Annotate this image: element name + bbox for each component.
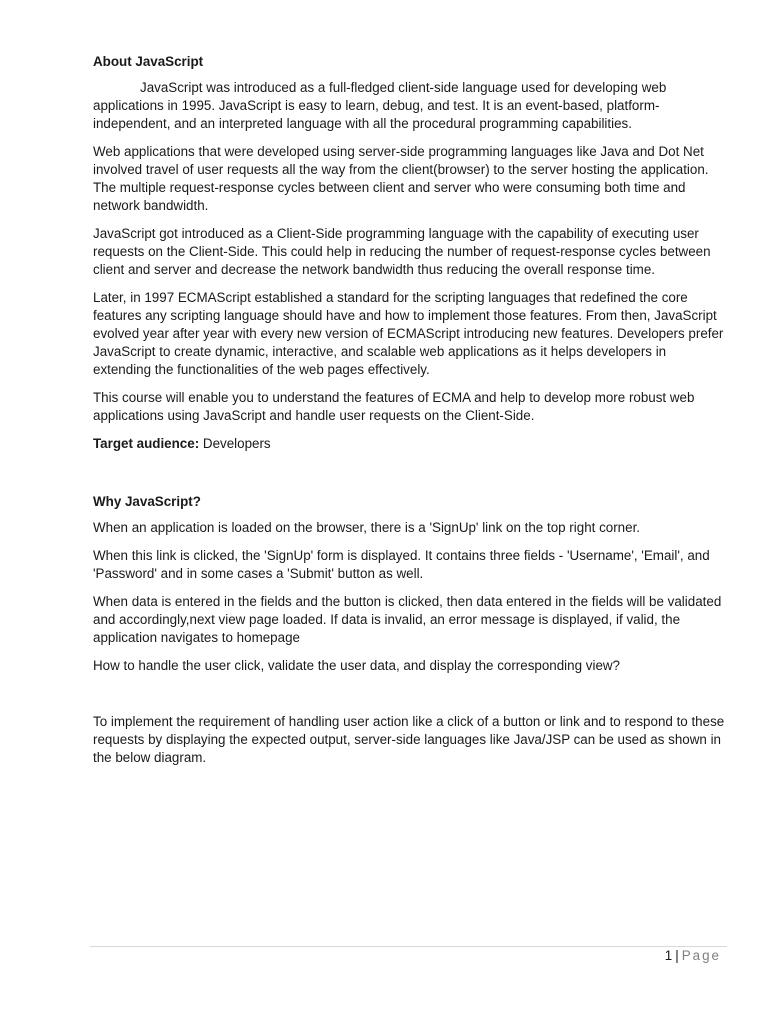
target-audience-label: Target audience: xyxy=(93,436,200,451)
why-paragraph-4: How to handle the user click, validate the user data, and display the corresponding view? xyxy=(93,658,621,673)
about-paragraph-5: This course will enable you to understand the features of ECMA and help to develop more robust web applications using JavaScript and handle user requests on the Client-Side. xyxy=(93,390,695,423)
target-audience-value: Developers xyxy=(199,436,271,451)
document-body xyxy=(93,53,725,777)
why-paragraph-2: When this link is clicked, the 'SignUp' form is displayed. It contains three fields - 'Username', 'Email', and 'Password' and in some cases a 'Submit' button as well. xyxy=(93,548,710,581)
paragraph-spacer xyxy=(93,685,725,713)
why-heading: Why JavaScript? xyxy=(93,494,201,509)
about-paragraph-3: JavaScript got introduced as a Client-Side programming language with the capability of executing user requests on the Client-Side. This could help in reducing the number of request-response cycles between client and server and decrease the network bandwidth thus reducing the overall response time. xyxy=(93,226,711,277)
target-audience xyxy=(93,435,725,453)
about-paragraph-4: Later, in 1997 ECMAScript established a standard for the scripting languages that redefined the core features any scripting language should have and how to implement those features. From then, JavaScript evolved year after year with every new version of ECMAScript introducing new features. Developers prefer JavaScript to create dynamic, interactive, and scalable web applications as it helps developers in extending the functionalities of the web pages effectively. xyxy=(93,290,724,377)
about-heading: About JavaScript xyxy=(93,54,204,69)
footer-divider xyxy=(90,946,727,947)
page-label: Page xyxy=(681,948,721,963)
why-paragraph-3: When data is entered in the fields and the button is clicked, then data entered in the fields will be validated and accordingly,next view page loaded. If data is invalid, an error message is displayed, if valid, the application navigates to homepage xyxy=(93,594,722,645)
page-footer xyxy=(665,947,721,965)
why-paragraph-5: To implement the requirement of handling user action like a click of a button or link and to respond to these requests by displaying the expected output, server-side languages like Java/JSP can be used as shown in the below diagram. xyxy=(93,714,725,765)
about-paragraph-2: Web applications that were developed using server-side programming languages like Java and Dot Net involved travel of user requests all the way from the client(browser) to the server hosting the application. The multiple request-response cycles between client and server who were consuming both time and network bandwidth. xyxy=(93,144,709,213)
section-spacer xyxy=(93,463,725,493)
footer-separator: | xyxy=(675,948,679,963)
page-number: 1 xyxy=(664,948,673,963)
about-paragraph-1: JavaScript was introduced as a full-fledged client-side language used for developing web applications in 1995. JavaScript is easy to learn, debug, and test. It is an event-based, platform-independent, and an interpreted language with all the procedural programming capabilities. xyxy=(93,80,667,131)
why-paragraph-1: When an application is loaded on the browser, there is a 'SignUp' link on the top right corner. xyxy=(93,520,641,535)
